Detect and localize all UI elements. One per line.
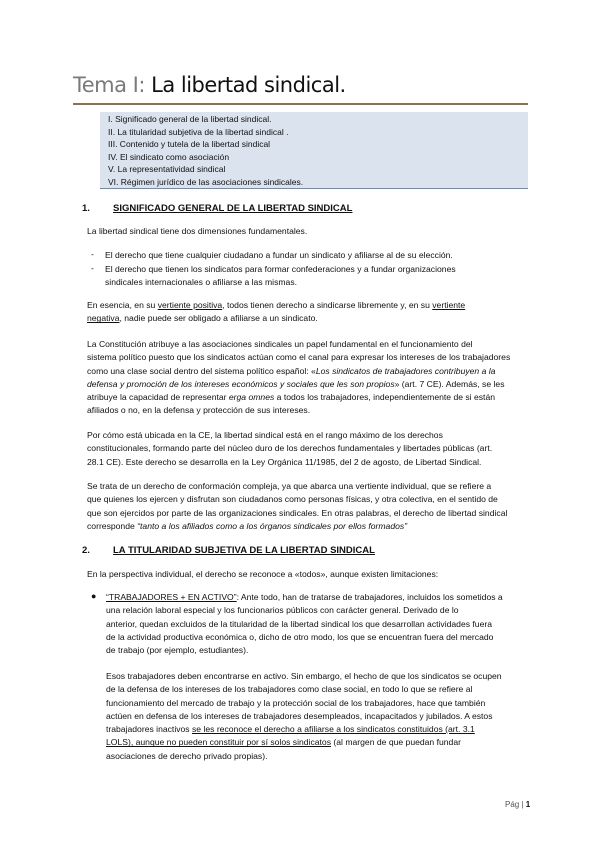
paragraph (87, 299, 528, 326)
text-line: En la perspectiva individual, el derecho se reconoce a «todos», aunque existen limitaciones: (87, 569, 439, 579)
text-line: corresponde “tanto a los afiliados como a los órganos sindicales por ellos formados” (87, 520, 408, 531)
text-line: que son ejercidos por parte de las organizaciones sindicales. En otras palabras, el derecho de libertad sindical (87, 507, 508, 518)
text-line: La Constitución atribuye a las asociaciones sindicales un papel fundamental en el funcionamiento del (87, 339, 473, 349)
text-line: trabajadores inactivos se les reconoce el derecho a afiliarse a los sindicatos constituidos (art. 3.1 (106, 724, 475, 735)
paragraph (87, 429, 528, 469)
text-line: Se trata de un derecho de conformación compleja, ya que abarca una vertiente individual, que se refiere a (87, 481, 492, 491)
section-title: SIGNIFICADO GENERAL DE LA LIBERTAD SINDICAL (113, 203, 353, 214)
text-line: actúen en defensa de los intereses de trabajadores desempleados, incapacitados y jubilados. A estos (106, 710, 493, 721)
text-line: El derecho que tienen los sindicatos para formar confederaciones y a fundar organizaciones (105, 264, 456, 274)
text-line: que quienes los ejercen y disfrutan son ciudadanos como personas físicas, y otra colectiva, en el sentido de (87, 494, 498, 505)
text-line: asociaciones de derecho privado propias). (106, 750, 268, 761)
text-line: funcionamiento del mercado de trabajo y la protección social de los trabajadores, hace que también (106, 697, 486, 708)
text-line: afiliados o no, en la defensa y protección de sus intereses. (87, 405, 311, 416)
section-number: 2. (82, 545, 90, 556)
text-line: anterior, quedan excluidos de la titularidad de la libertad sindical los que desarrollan actividades fuera (106, 618, 493, 629)
bullet-icon: ● (91, 591, 97, 601)
toc-item: I. Significado general de la libertad sindical. (108, 114, 272, 124)
list-item (105, 249, 528, 262)
section-2-heading (82, 545, 375, 556)
table-of-contents (100, 112, 528, 188)
text-line: El derecho que tiene cualquier ciudadano a fundar un sindicato y afiliarse al de su elección. (105, 250, 453, 260)
title-main: La libertad sindical. (151, 73, 346, 97)
toc-item: II. La titularidad subjetiva de la libertad sindical . (108, 126, 289, 137)
text-line: constitucionales, formando parte del núcleo duro de los derechos fundamentales y libertades públicas (art. (87, 443, 493, 454)
title-prefix: Tema I: (73, 73, 152, 97)
paragraph (87, 568, 528, 581)
paragraph (106, 670, 528, 763)
text-line: sindicales internacionales o afiliarse a las mismas. (105, 277, 298, 288)
paragraph (87, 480, 528, 533)
text-line: 28.1 CE). Este derecho se desarrolla en la Ley Orgánica 11/1985, del 2 de agosto, de Libertad Sindical. (87, 456, 482, 467)
text-line: una relación laboral especial y los funcionarios públicos con carácter general. Derivado de lo (106, 605, 459, 616)
toc-item: III. Contenido y tutela de la libertad sindical (108, 139, 271, 150)
text-line: de trabajo (por ejemplo, estudiantes). (106, 645, 249, 656)
paragraph (87, 225, 528, 238)
section-title: LA TITULARIDAD SUBJETIVA DE LA LIBERTAD SINDICAL (113, 545, 375, 556)
text-line: En esencia, en su vertiente positiva, todos tienen derecho a sindicarse libremente y, en su vertiente (87, 300, 466, 310)
toc-divider (100, 188, 528, 189)
text-line: “TRABAJADORES + EN ACTIVO”: Ante todo, han de tratarse de trabajadores, incluidos los sometidos a (106, 592, 503, 602)
list-item (106, 591, 528, 657)
list-item (105, 263, 528, 290)
section-number: 1. (82, 203, 90, 214)
section-1-heading (82, 203, 352, 214)
text-line: La libertad sindical tiene dos dimensiones fundamentales. (87, 226, 308, 236)
toc-item: IV. El sindicato como asociación (108, 151, 230, 162)
text-line: atribuye la capacidad de representar erga omnes a todos los trabajadores, independientemente de si están (87, 392, 496, 403)
text-line: sistema político puesto que los sindicatos actúan como el canal para expresar los intereses de los trabajadores (87, 352, 511, 363)
toc-item: VI. Régimen jurídico de las asociaciones sindicales. (108, 176, 304, 187)
text-line: de la defensa de los intereses de los trabajadores como clase social, en todo lo que se refiere al (106, 684, 473, 695)
text-line: Por cómo está ubicada en la CE, la libertad sindical está en el rango máximo de los derechos (87, 430, 443, 440)
text-line: defensa y promoción de los intereses económicos y sociales que les son propios» (art. 7 CE). Además, se les (87, 378, 505, 389)
text-line: de la actividad productiva económica o, dicho de otro modo, los que se encuentran fuera del mercado (106, 631, 494, 642)
page-label: Pág | (505, 800, 526, 809)
paragraph (87, 338, 528, 418)
toc-item: V. La representatividad sindical (108, 164, 226, 175)
page-num: 1 (525, 800, 531, 809)
text-line: negativa, nadie puede ser obligado a afiliarse a un sindicato. (87, 313, 318, 324)
text-line: LOLS), aunque no pueden constituir por sí solos sindicatos (al margen de que puedan fundar (106, 737, 461, 748)
dash-bullet: - (91, 249, 94, 259)
page-number (505, 800, 530, 809)
dash-bullet: - (91, 263, 94, 273)
title-divider (73, 103, 528, 105)
text-line: Esos trabajadores deben encontrarse en activo. Sin embargo, el hecho de que los sindicatos se ocupen (106, 671, 502, 681)
text-line: como una clase social dentro del sistema político español: «Los sindicatos de trabajadores contribuyen a la (87, 365, 496, 376)
page-title (73, 73, 346, 97)
